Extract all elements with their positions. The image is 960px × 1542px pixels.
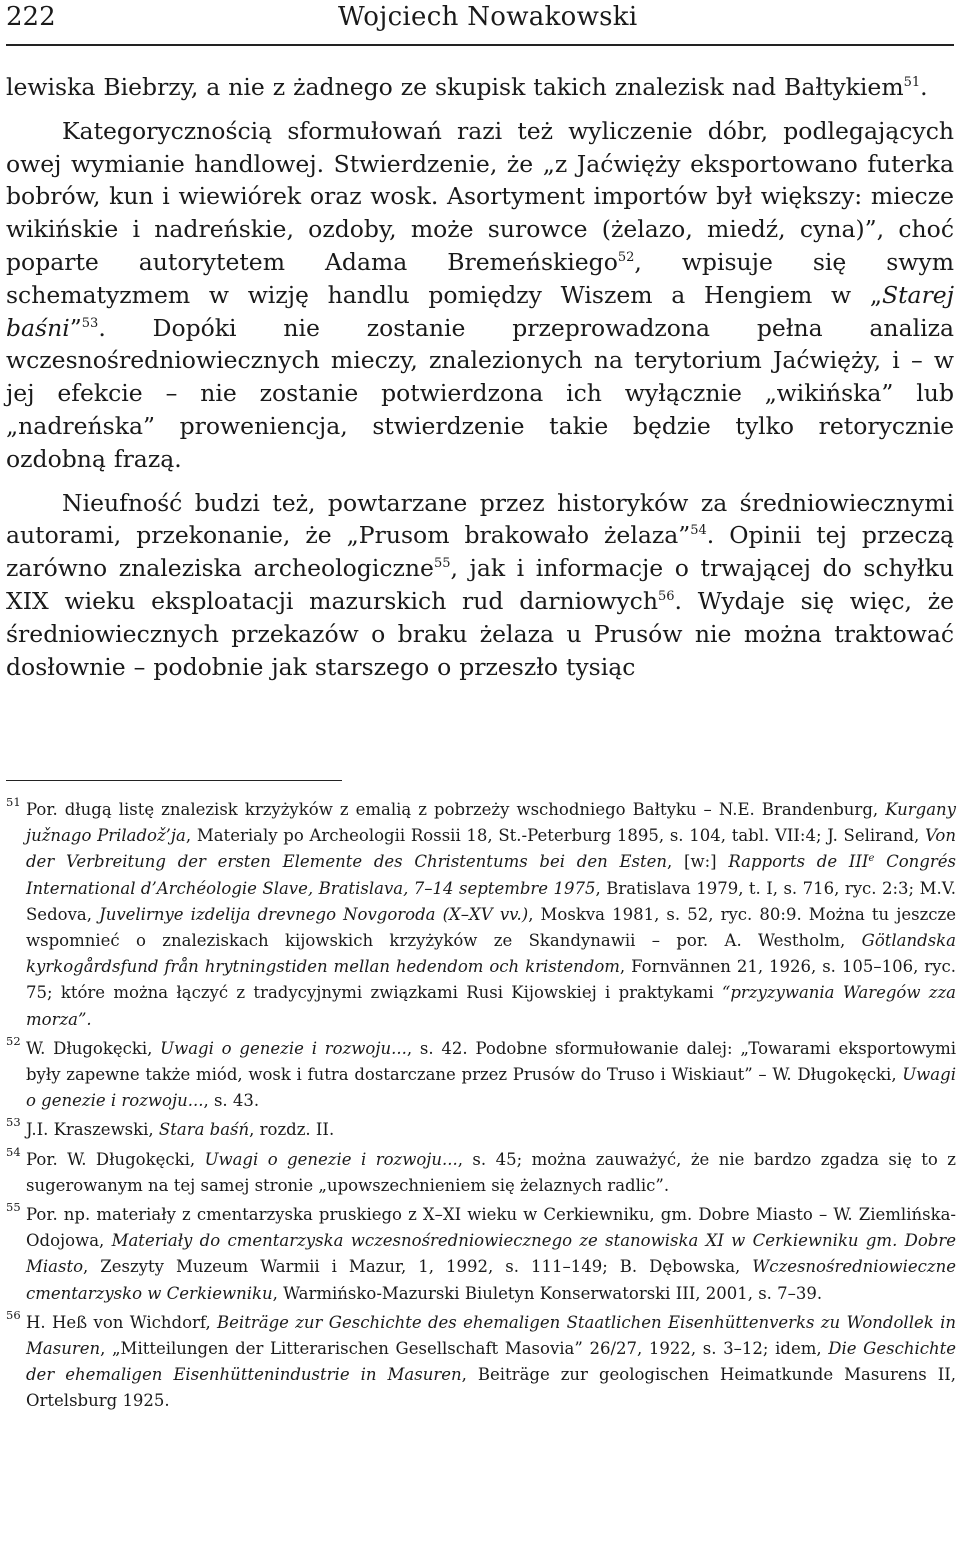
text-run: Por. W. Długokęcki, bbox=[26, 1149, 205, 1169]
footnote-ref-54: 54 bbox=[690, 523, 707, 539]
superscript: e bbox=[868, 853, 875, 865]
text-run: , wpisuje się swym schematyzmem w wizję handlu pomiędzy Wiszem a Hengiem w „ bbox=[6, 247, 954, 309]
footnote-ref-55: 55 bbox=[433, 556, 451, 572]
page-header bbox=[6, 0, 954, 38]
text-run: W. Długokęcki, bbox=[26, 1038, 161, 1058]
paragraph-1 bbox=[6, 71, 954, 104]
italic-title: Wczesnośredniowieczne cmentarzysko w Cerkiewniku bbox=[26, 1257, 956, 1303]
footnote-number: 54 bbox=[6, 1144, 21, 1159]
footnote-55 bbox=[6, 1202, 956, 1307]
italic-title: Rapports de III bbox=[728, 852, 869, 872]
text-run: , Beiträge zur geologischen Heimatkunde Masurens II, Ortelsburg 1925. bbox=[26, 1365, 956, 1411]
paragraph-3 bbox=[6, 487, 954, 684]
italic-title: Uwagi o genezie i rozwoju... bbox=[160, 1038, 407, 1058]
text-run: ” bbox=[69, 313, 82, 342]
italic-title: Uwagi o genezie i rozwoju... bbox=[26, 1065, 956, 1111]
footnote-54 bbox=[6, 1144, 957, 1199]
italic-title: Die Geschichte der ehemaligen Eisenhüttenindustrie in Masuren bbox=[26, 1339, 956, 1385]
italic-title: Starej baśni bbox=[6, 280, 954, 342]
text-run: J.I. Kraszewski, bbox=[26, 1120, 159, 1140]
text-run: , s. 45; można zauważyć, że nie bardzo zgadza się to z sugerowanym na tej samej stronie „upowszechnieniem się żelaznych radlic”. bbox=[26, 1149, 957, 1195]
footnote-51 bbox=[6, 797, 956, 1033]
footnote-number: 55 bbox=[6, 1200, 21, 1215]
footnote-number: 56 bbox=[6, 1307, 21, 1322]
text-run: lewiska Biebrzy, a nie z żadnego ze skupisk takich znalezisk nad Bałtykiem bbox=[6, 73, 904, 101]
text-run: . Opinii tej przeczą zarówno znaleziska archeologiczne bbox=[6, 521, 954, 583]
italic-title: Beiträge zur Geschichte des ehemaligen Staatlichen Eisenhüttenverks zu Wondollek in Masuren bbox=[26, 1312, 956, 1359]
italic-title: Uwagi o genezie i rozwoju... bbox=[204, 1149, 458, 1169]
footnote-number: 53 bbox=[6, 1115, 21, 1130]
footnote-ref-53: 53 bbox=[81, 315, 99, 331]
paragraph-2 bbox=[6, 115, 954, 476]
footnote-56 bbox=[6, 1307, 956, 1415]
footnotes bbox=[6, 797, 956, 1418]
italic-title: Kurgany južnago Priladož’ja bbox=[26, 800, 956, 846]
text-run: , s. 42. Podobne sformułowanie dalej: „Towarami eksportowymi były zapewne także miód, wosk i futra dostarczane przez Prusów do Truso i Wiskiaut” – W. Długokęcki, bbox=[26, 1038, 956, 1085]
footnote-ref-51: 51 bbox=[903, 75, 921, 90]
text-run: Por. np. materiały z cmentarzyska pruskiego z X–XI wieku w Cerkiewniku, gm. Dobre Miasto – W. Ziemlińska-Odojowa, bbox=[26, 1205, 956, 1251]
header-rule bbox=[6, 44, 954, 46]
text-run: . bbox=[920, 73, 928, 101]
text-run: , Zeszyty Muzeum Warmii i Mazur, 1, 1992, s. 111–149; B. Dębowska, bbox=[83, 1257, 753, 1277]
footnote-rule bbox=[6, 780, 342, 781]
italic-title: Congrés International d’Archéologie Slave, Bratislava, 7–14 septembre 1975 bbox=[26, 852, 956, 898]
text-run: . Dopóki nie zostanie przeprowadzona pełna analiza wczesnośredniowiecznych mieczy, znalezionych na terytorium Jaćwięży, i – w jej efekcie – nie zostanie potwierdzona ich wyłącznie „wikińska” lub „nadreńska” proweniencja, stwierdzenie takie będzie tylko retorycznie ozdobną frazą. bbox=[6, 313, 954, 473]
running-head: Wojciech Nowakowski bbox=[338, 2, 638, 32]
footnote-number: 51 bbox=[6, 795, 21, 809]
text-run: , Materialy po Archeologii Rossii 18, St.-Peterburg 1895, s. 104, tabl. VII:4; J. Selirand, bbox=[185, 826, 926, 846]
text-run: , Fornvännen 21, 1926, s. 105–106, ryc. 75; które można łączyć z tradycyjnymi związkami Rusi Kijowskiej i praktykami bbox=[26, 957, 956, 1003]
footnote-ref-52: 52 bbox=[617, 249, 635, 265]
text-run: , Bratislava 1979, t. I, s. 716, ryc. 2:3; M.V. Sedova, bbox=[26, 878, 956, 924]
text-run: , jak i informacje o trwającej do schyłku XIX wieku eksploatacji mazurskich rud darniowych bbox=[6, 554, 954, 615]
footnote-53 bbox=[6, 1117, 956, 1143]
italic-title: Materiały do cmentarzyska wczesnośredniowiecznego ze stanowiska XI w Cerkiewniku gm. Dobre Miasto bbox=[26, 1231, 956, 1277]
text-run: Nieufność budzi też, powtarzane przez historyków za średniowiecznymi autorami, przekonanie, że „Prusom brakowało żelaza” bbox=[6, 488, 954, 550]
text-run: Kategorycznością sformułowań razi też wyliczenie dóbr, podlegających owej wymianie handlowej. Stwierdzenie, że „z Jaćwięży eksportowano futerka bobrów, kun i wiewiórek oraz wosk. Asortyment importów był większy: miecze wikińskie i nadreńskie, ozdoby, może surowce (żelazo, miedź, cyna)”, choć poparte autorytetem Adama Bremeńskiego bbox=[6, 116, 954, 276]
text-run: , Warmińsko-Mazurski Biuletyn Konserwatorski III, 2001, s. 7–39. bbox=[272, 1283, 823, 1303]
footnote-ref-56: 56 bbox=[657, 588, 675, 604]
text-run: , rozdz. II. bbox=[249, 1120, 335, 1140]
footnote-52 bbox=[6, 1033, 956, 1115]
italic-title: Von der Verbreitung der ersten Elemente des Christentums bei den Esten bbox=[26, 826, 956, 872]
text-run: H. Heß von Wichdorf, bbox=[26, 1312, 218, 1332]
text-run: , [w:] bbox=[667, 852, 729, 872]
text-run: Por. długą listę znalezisk krzyżyków z emalią z pobrzeży wschodniego Bałtyku – N.E. Brandenburg, bbox=[26, 800, 886, 819]
main-text bbox=[6, 71, 954, 694]
page-number: 222 bbox=[6, 2, 56, 32]
footnote-number: 52 bbox=[6, 1033, 21, 1048]
italic-title: Stara baśń bbox=[158, 1120, 250, 1140]
italic-title: Götlandska kyrkogårdsfund från hrytningstiden mellan hedendom och kristendom bbox=[26, 931, 956, 977]
italic-title: Juvelirnye izdelija drevnego Novgoroda (X–XV vv.) bbox=[99, 904, 529, 924]
text-run: , Moskva 1981, s. 52, ryc. 80:9. Można tu jeszcze wspomnieć o znaleziskach kijowskich krzyżyków ze Skandynawii – por. A. Westholm, bbox=[26, 904, 956, 951]
text-run: , „Mitteilungen der Litterarischen Gesellschaft Masovia” 26/27, 1922, s. 3–12; idem, bbox=[100, 1339, 829, 1359]
text-run: , s. 43. bbox=[203, 1091, 260, 1111]
italic-title: “przyzywania Waregów zza morza”. bbox=[26, 983, 956, 1029]
text-run: . Wydaje się więc, że średniowiecznych przekazów o braku żelaza u Prusów nie można traktować dosłownie – podobnie jak starszego o przeszło tysiąc bbox=[6, 586, 954, 681]
